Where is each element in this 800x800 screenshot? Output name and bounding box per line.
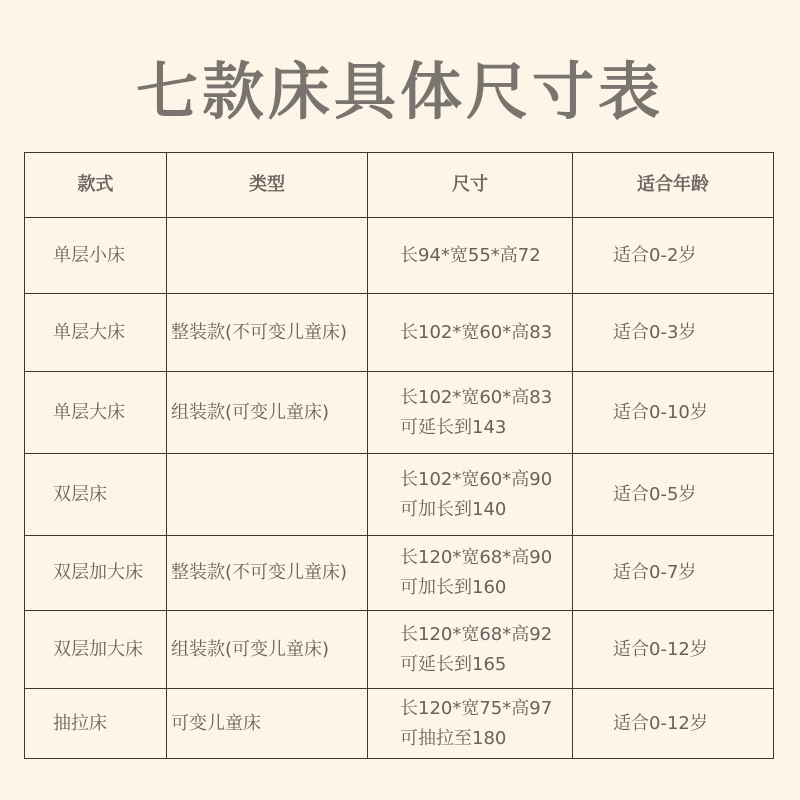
type-cell: 整装款(不可变儿童床)	[167, 536, 368, 611]
age-cell: 适合0-2岁	[573, 218, 774, 294]
style-cell: 双层床	[25, 454, 167, 536]
size-line: 可抽拉至180	[400, 727, 507, 749]
table-row	[25, 218, 774, 294]
size-line: 长102*宽60*高83	[400, 321, 553, 343]
age-cell: 适合0-12岁	[573, 611, 774, 689]
age-cell: 适合0-12岁	[573, 689, 774, 759]
style-cell: 单层大床	[25, 372, 167, 454]
size-line: 长120*宽68*高92	[400, 623, 553, 645]
column-header-size: 尺寸	[368, 153, 573, 218]
age-cell: 适合0-7岁	[573, 536, 774, 611]
type-cell: 组装款(可变儿童床)	[167, 611, 368, 689]
table-row	[25, 536, 774, 611]
size-line: 可加长到140	[400, 498, 507, 520]
column-header-type: 类型	[167, 153, 368, 218]
type-cell: 整装款(不可变儿童床)	[167, 294, 368, 372]
table-header-row	[25, 153, 774, 218]
style-cell: 抽拉床	[25, 689, 167, 759]
type-cell: 可变儿童床	[167, 689, 368, 759]
size-line: 长102*宽60*高83	[400, 386, 553, 408]
column-header-style: 款式	[25, 153, 167, 218]
table-row	[25, 611, 774, 689]
size-line: 长120*宽68*高90	[400, 547, 553, 568]
size-cell	[368, 689, 573, 759]
size-line: 长94*宽55*高72	[400, 244, 541, 266]
size-cell	[368, 294, 573, 372]
column-header-age: 适合年龄	[573, 153, 774, 218]
age-cell: 适合0-3岁	[573, 294, 774, 372]
table-row	[25, 454, 774, 536]
size-cell	[368, 372, 573, 454]
size-line: 长120*宽75*高97	[400, 697, 553, 719]
age-cell: 适合0-10岁	[573, 372, 774, 454]
size-cell	[368, 536, 573, 611]
style-cell: 单层大床	[25, 294, 167, 372]
page-title: 七款床具体尺寸表	[135, 55, 664, 128]
size-cell	[368, 218, 573, 294]
age-cell: 适合0-5岁	[573, 454, 774, 536]
table-row	[25, 372, 774, 454]
table-row	[25, 689, 774, 759]
size-cell	[368, 454, 573, 536]
style-cell: 双层加大床	[25, 536, 167, 611]
size-line: 可加长到160	[400, 577, 507, 598]
type-cell	[167, 218, 368, 294]
style-cell: 双层加大床	[25, 611, 167, 689]
table-row	[25, 294, 774, 372]
size-cell	[368, 611, 573, 689]
size-line: 可延长到165	[400, 653, 507, 675]
size-line: 可延长到143	[400, 416, 507, 438]
style-cell: 单层小床	[25, 218, 167, 294]
size-table	[24, 152, 774, 759]
type-cell: 组装款(可变儿童床)	[167, 372, 368, 454]
size-line: 长102*宽60*高90	[400, 468, 553, 490]
type-cell	[167, 454, 368, 536]
